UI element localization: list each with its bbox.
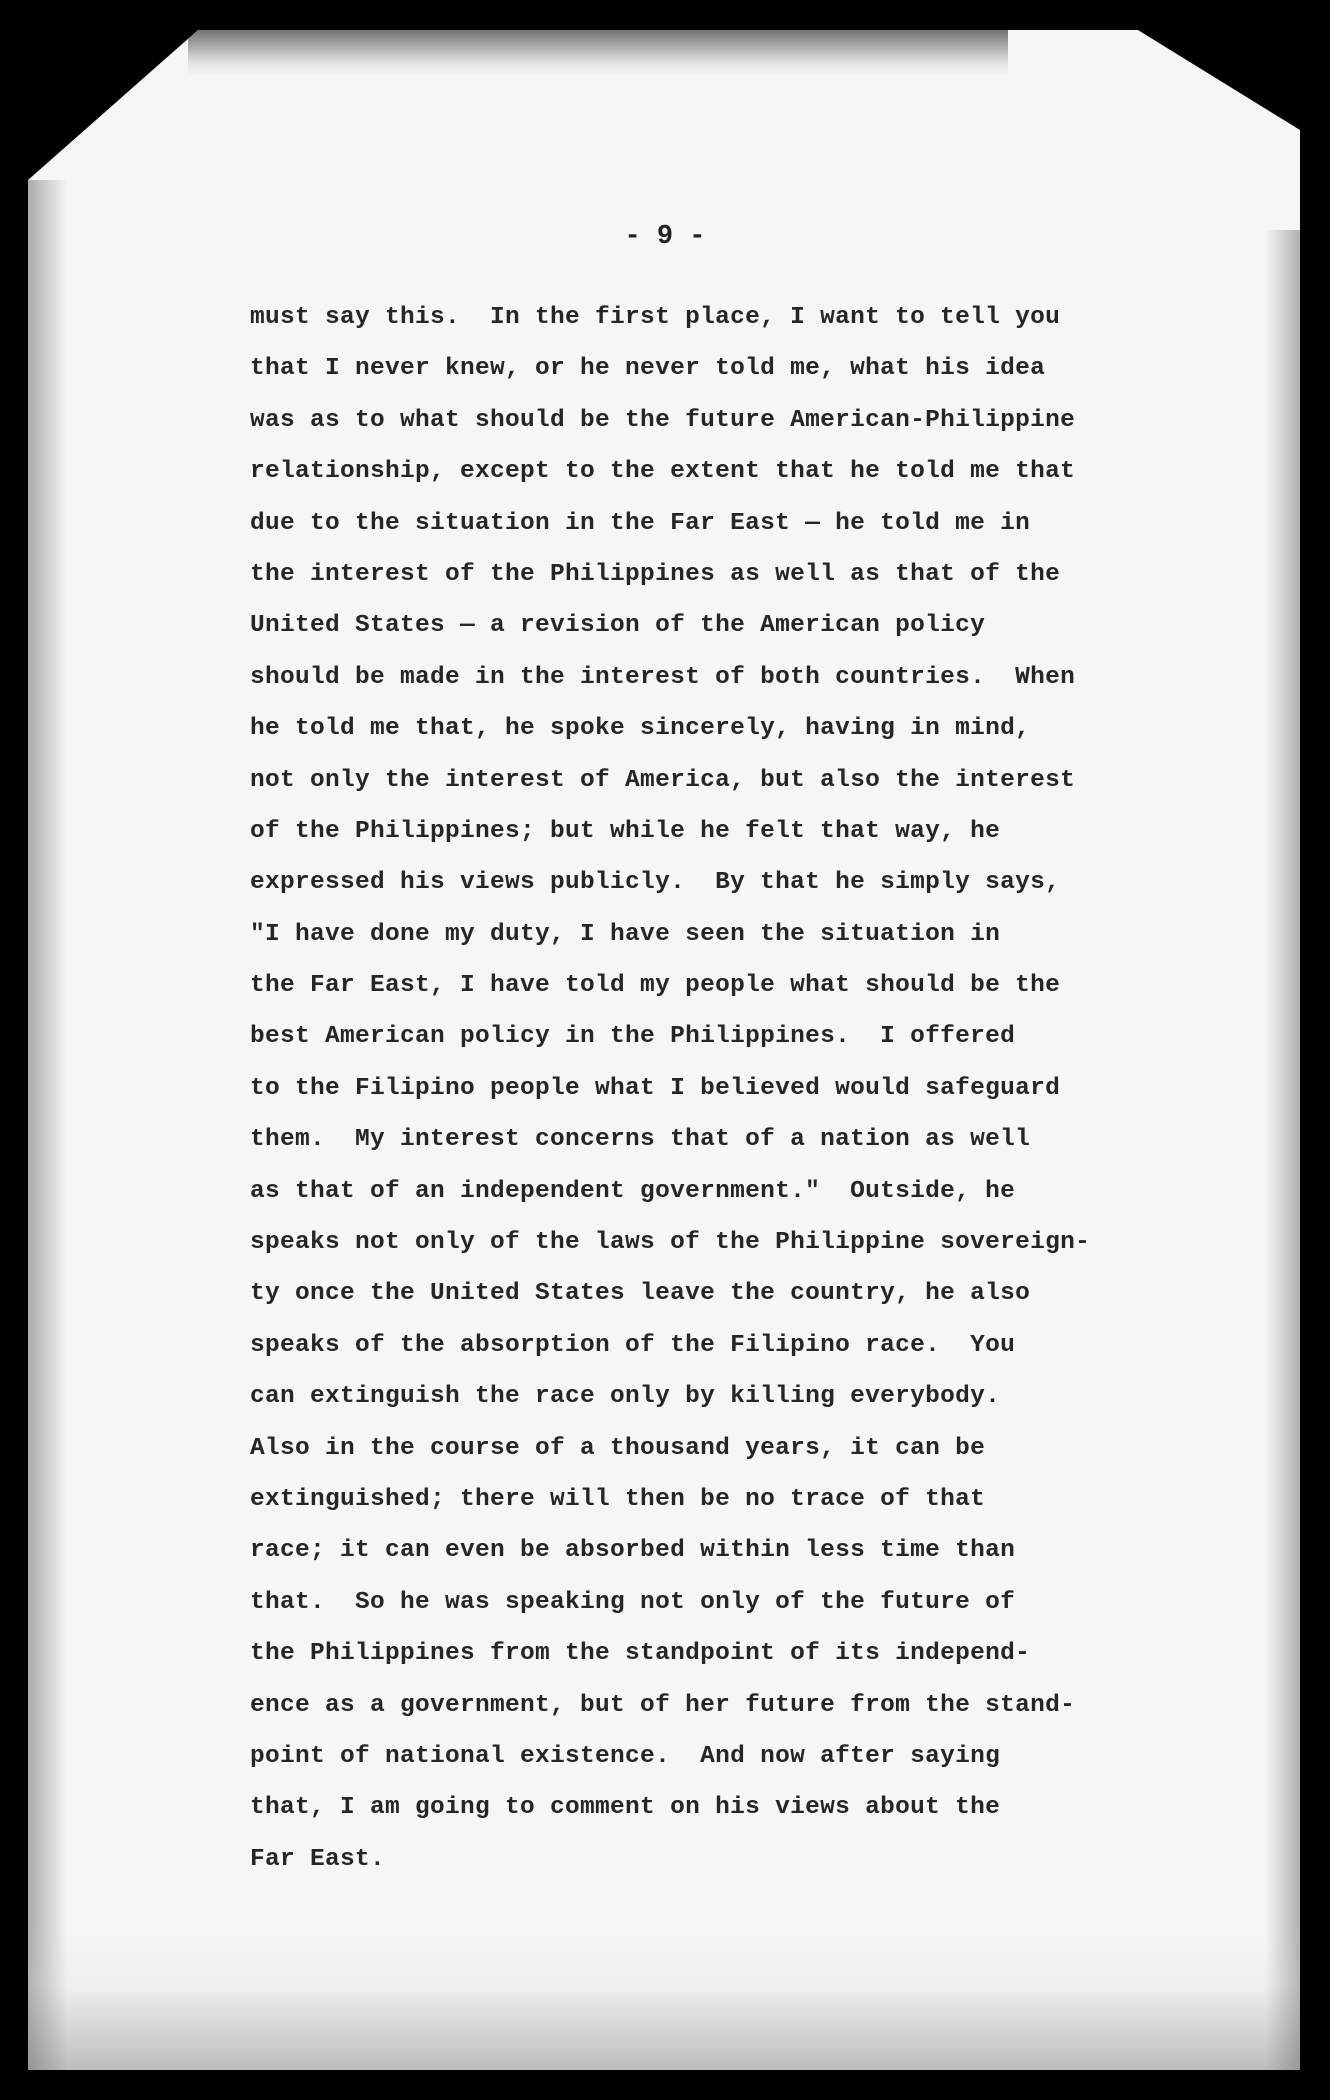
text-line: best American policy in the Philippines. I offered [250,1023,1016,1051]
text-line: United States — a revision of the American policy [250,612,986,640]
text-line: was as to what should be the future American-Philippine [250,406,1076,434]
page-number: - 9 - [624,222,706,252]
text-line: expressed his views publicly. By that he simply says, [250,869,1061,897]
text-line: the Far East, I have told my people what should be the [250,972,1061,1000]
text-line: "I have done my duty, I have seen the situation in [250,920,1001,948]
text-line: the Philippines from the standpoint of its independ- [250,1640,1031,1668]
text-line: extinguished; there will then be no trace of that [250,1485,986,1513]
text-line: he told me that, he spoke sincerely, having in mind, [250,715,1031,743]
paper-right-shadow [1265,230,1300,2070]
text-line: to the Filipino people what I believed would safeguard [250,1074,1061,1102]
text-line: must say this. In the first place, I want to tell you [250,304,1061,331]
text-line: them. My interest concerns that of a nation as well [250,1126,1031,1154]
text-line: relationship, except to the extent that he told me that [250,458,1076,486]
text-line: speaks of the absorption of the Filipino race. You [250,1331,1016,1359]
typewritten-body [250,292,1180,1885]
text-line: the interest of the Philippines as well as that of the [250,560,1061,588]
text-line: should be made in the interest of both countries. When [250,663,1076,691]
text-line: due to the situation in the Far East — he told me in [250,509,1031,537]
text-line: ence as a government, but of her future from the stand- [250,1691,1076,1719]
text-line: can extinguish the race only by killing everybody. [250,1383,1001,1411]
text-line: Far East. [250,1845,386,1873]
text-line: point of national existence. And now after saying [250,1742,1001,1770]
text-line: of the Philippines; but while he felt that way, he [250,817,1001,845]
text-line: that I never knew, or he never told me, what his idea [250,355,1046,383]
text-line: that. So he was speaking not only of the future of [250,1588,1016,1616]
text-line: race; it can even be absorbed within less time than [250,1537,1016,1565]
text-line: as that of an independent government." Outside, he [250,1177,1016,1205]
text-line: speaks not only of the laws of the Philippine sovereign- [250,1229,1091,1257]
text-line: not only the interest of America, but also the interest [250,766,1076,794]
text-line: ty once the United States leave the country, he also [250,1280,1031,1308]
text-line: that, I am going to comment on his views about the [250,1794,1001,1822]
paper-left-shadow [28,180,68,2070]
text-line: Also in the course of a thousand years, it can be [250,1434,986,1462]
